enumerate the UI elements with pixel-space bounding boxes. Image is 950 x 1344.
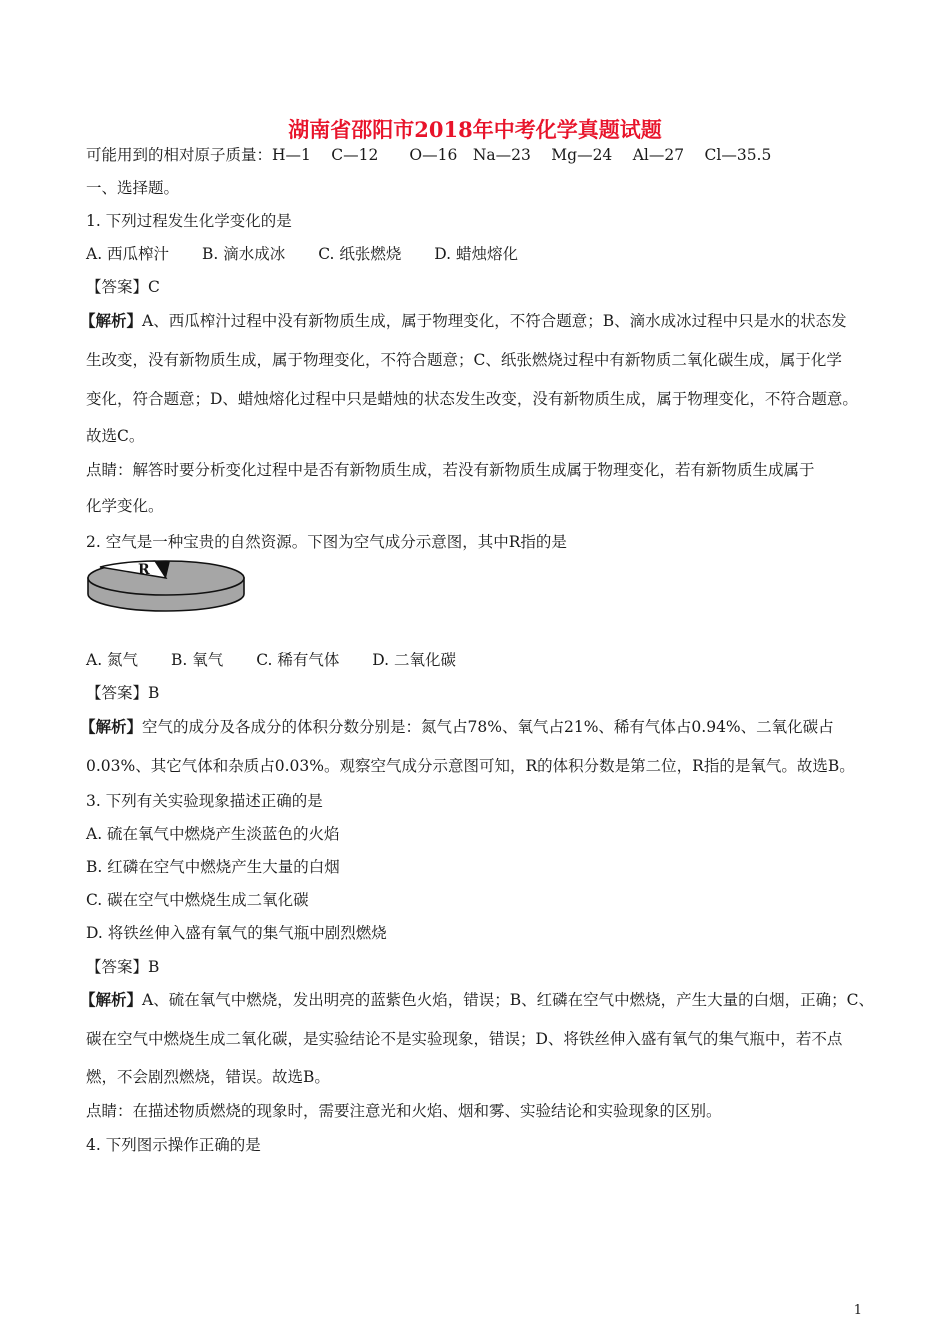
question-4-stem: 4. 下列图示操作正确的是 [86, 1136, 261, 1154]
pie-label-r: R [138, 562, 150, 578]
analysis-line: A、西瓜榨汁过程中没有新物质生成，属于物理变化，不符合题意；B、滴水成冰过程中只是水的状态发 [142, 312, 847, 330]
tip-line: 化学变化。 [86, 497, 164, 515]
option-a: A. 西瓜榨汁 [86, 245, 170, 263]
option-b: B. 红磷在空气中燃烧产生大量的白烟 [86, 858, 340, 876]
option-a: A. 硫在氧气中燃烧产生淡蓝色的火焰 [86, 825, 340, 843]
question-1-stem: 1. 下列过程发生化学变化的是 [86, 212, 292, 230]
analysis-line: 故选C。 [86, 427, 145, 445]
air-composition-pie-diagram [86, 558, 246, 620]
question-3-answer: 【答案】B [86, 958, 160, 976]
option-b: B. 滴水成冰 [202, 245, 286, 263]
analysis-line: 生改变，没有新物质生成，属于物理变化，不符合题意；C、纸张燃烧过程中有新物质二氧化碳生成，属于化学 [86, 351, 842, 369]
option-c: C. 稀有气体 [256, 651, 340, 669]
analysis-line: A、硫在氧气中燃烧，发出明亮的蓝紫色火焰，错误；B、红磷在空气中燃烧，产生大量的白烟，正确；C、 [142, 991, 874, 1009]
question-3-analysis [80, 990, 874, 1010]
question-1-answer: 【答案】C [86, 278, 160, 296]
analysis-line: 0.03%、其它气体和杂质占0.03%。观察空气成分示意图可知，R的体积分数是第二位，R指的是氧气。故选B。 [86, 757, 855, 775]
option-a: A. 氮气 [86, 651, 139, 669]
option-c: C. 纸张燃烧 [318, 245, 402, 263]
section-heading: 一、选择题。 [86, 179, 180, 197]
tip-line: 点睛：解答时要分析变化过程中是否有新物质生成，若没有新物质生成属于物理变化，若有新物质生成属于 [86, 461, 815, 479]
analysis-line: 空气的成分及各成分的体积分数分别是：氮气占78%、氧气占21%、稀有气体占0.94%、二氧化碳占 [142, 718, 834, 736]
atomic-masses: 可能用到的相对原子质量：H—1 C—12 O—16 Na—23 Mg—24 Al—27 Cl—35.5 [86, 146, 772, 164]
analysis-label: 【解析】 [80, 311, 143, 330]
option-b: B. 氧气 [171, 651, 224, 669]
analysis-label: 【解析】 [80, 990, 143, 1009]
option-d: D. 将铁丝伸入盛有氧气的集气瓶中剧烈燃烧 [86, 924, 387, 942]
analysis-label: 【解析】 [80, 717, 143, 736]
tip-line: 点睛：在描述物质燃烧的现象时，需要注意光和火焰、烟和雾、实验结论和实验现象的区别。 [86, 1102, 722, 1120]
page-title: 湖南省邵阳市2018年中考化学真题试题 [288, 117, 662, 142]
analysis-line: 变化，符合题意；D、蜡烛熔化过程中只是蜡烛的状态发生改变，没有新物质生成，属于物理变化，不符合题意。 [86, 390, 858, 408]
option-c: C. 碳在空气中燃烧生成二氧化碳 [86, 891, 309, 909]
question-1-options [86, 244, 546, 264]
question-2-options [86, 650, 484, 670]
analysis-line: 碳在空气中燃烧生成二氧化碳，是实验结论不是实验现象，错误；D、将铁丝伸入盛有氧气的集气瓶中，若不点 [86, 1030, 843, 1048]
page-number: 1 [853, 1303, 862, 1318]
question-2-analysis [80, 717, 834, 737]
question-3-stem: 3. 下列有关实验现象描述正确的是 [86, 792, 323, 810]
question-1-analysis [80, 311, 847, 331]
analysis-line: 燃，不会剧烈燃烧，错误。故选B。 [86, 1068, 330, 1086]
option-d: D. 二氧化碳 [372, 651, 457, 669]
question-2-answer: 【答案】B [86, 684, 160, 702]
question-2-stem: 2. 空气是一种宝贵的自然资源。下图为空气成分示意图，其中R指的是 [86, 533, 567, 551]
option-d: D. 蜡烛熔化 [434, 245, 519, 263]
